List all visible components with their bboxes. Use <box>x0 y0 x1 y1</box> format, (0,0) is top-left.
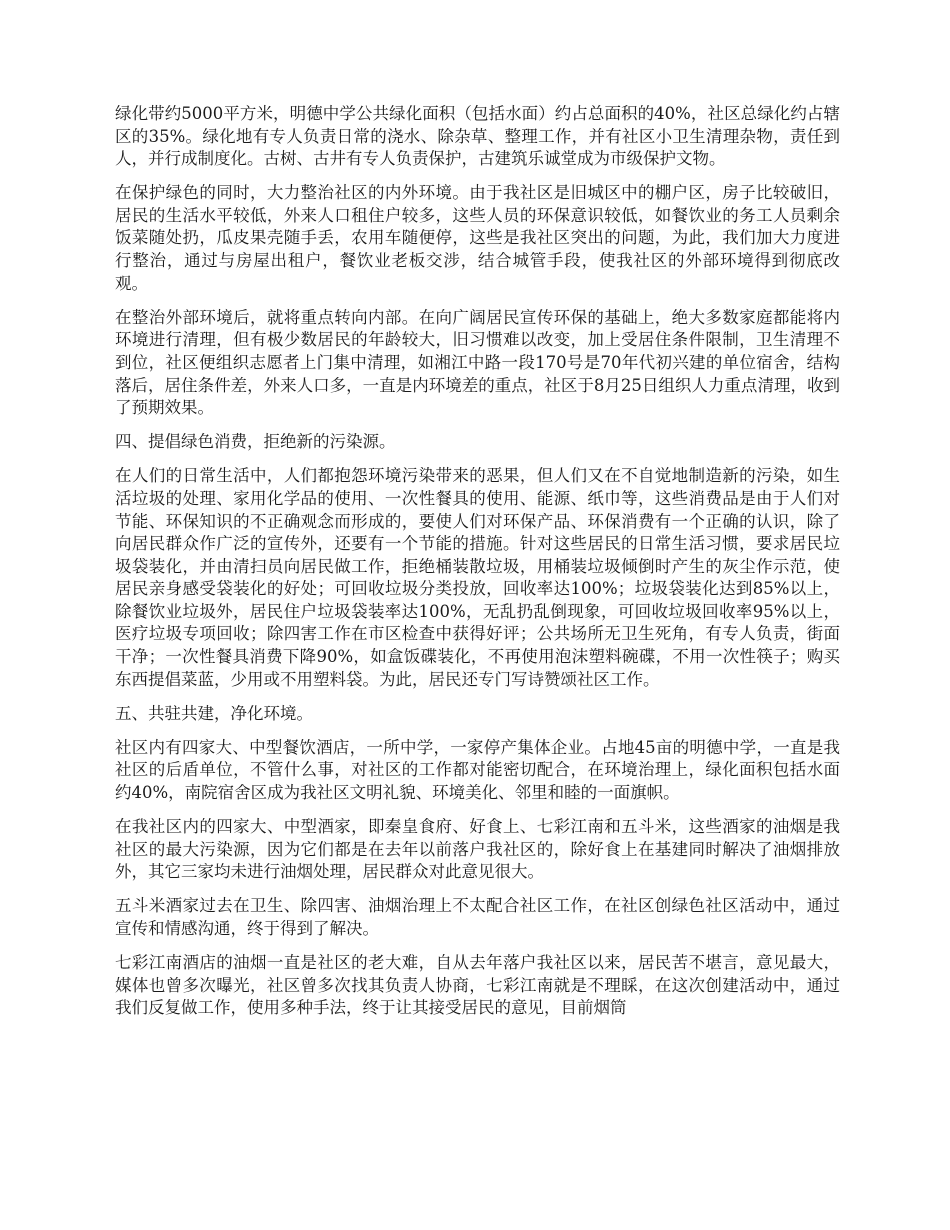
paragraph-community-units: 社区内有四家大、中型餐饮酒店，一所中学，一家停产集体企业。占地45亩的明德中学，一直是我社区的后盾单位，不管什么事，对社区的工作都对能密切配合，在环境治理上，绿化面积包括水面约40%，南院宿舍区成为我社区文明礼貌、环境美化、邻里和睦的一面旗帜。 <box>115 737 840 803</box>
paragraph-environment-rectification: 在保护绿色的同时，大力整治社区的内外环境。由于我社区是旧城区中的棚户区，房子比较破旧，居民的生活水平较低，外来人口租住户较多，这些人员的环保意识较低，如餐饮业的务工人员剩余饭菜随处扔，瓜皮果壳随手丢，农用车随便停，这些是我社区突出的问题，为此，我们加大力度进行整治，通过与房屋出租户，餐饮业老板交涉，结合城管手段，使我社区的外部环境得到彻底改观。 <box>115 183 840 293</box>
paragraph-green-consumption: 在人们的日常生活中，人们都抱怨环境污染带来的恶果，但人们又在不自觉地制造新的污染，如生活垃圾的处理、家用化学品的使用、一次性餐具的使用、能源、纸巾等，这些消费品是由于人们对节能、环保知识的不正确观念而形成的，要使人们对环保产品、环保消费有一个正确的认识，除了向居民群众作广泛的宣传外，还要有一个节能的措施。针对这些居民的日常生活习惯，要求居民垃圾袋装化，并由清扫员向居民做工作，拒绝桶装散垃圾，用桶装垃圾倾倒时产生的灰尘作示范，使居民亲身感受袋装化的好处；可回收垃圾分类投放，回收率达100%；垃圾袋装化达到85%以上，除餐饮业垃圾外，居民住户垃圾袋装率达100%，无乱扔乱倒现象，可回收垃圾回收率95%以上，医疗垃圾专项回收；除四害工作在市区检查中获得好评；公共场所无卫生死角，有专人负责，街面干净；一次性餐具消费下降90%，如盒饭碟装化，不再使用泡沫塑料碗碟，不用一次性筷子；购买东西提倡菜蓝，少用或不用塑料袋。为此，居民还专门写诗赞颂社区工作。 <box>115 466 840 689</box>
section-heading-joint-building: 五、共驻共建，净化环境。 <box>115 703 313 723</box>
paragraph-internal-cleanup: 在整治外部环境后，就将重点转向内部。在向广阔居民宣传环保的基础上，绝大多数家庭都能将内环境进行清理，但有极少数居民的年龄较大，旧习惯难以改变，加上受居住条件限制，卫生清理不到位，社区便组织志愿者上门集中清理，如湘江中路一段170号是70年代初兴建的单位宿舍，结构落后，居住条件差，外来人口多，一直是内环境差的重点，社区于8月25日组织人力重点清理，收到了预期效果。 <box>115 307 840 418</box>
section-heading-green-consumption: 四、提倡绿色消费，拒绝新的污染源。 <box>115 432 396 452</box>
document-page <box>115 103 840 1031</box>
paragraph-qicai-jiangnan: 七彩江南酒店的油烟一直是社区的老大难，自从去年落户我社区以来，居民苦不堪言，意见最大，媒体也曾多次曝光，社区曾多次找其负责人协商，七彩江南就是不理睬，在这次创建活动中，通过我们反复做工作，使用多种手法，终于让其接受居民的意见，目前烟筒 <box>115 953 840 1018</box>
paragraph-greening: 绿化带约5000平方米，明德中学公共绿化面积（包括水面）约占总面积的40%，社区总绿化约占辖区的35%。绿化地有专人负责日常的浇水、除杂草、整理工作，并有社区小卫生清理杂物，责任到人，并行成制度化。古树、古井有专人负责保护，古建筑乐诚堂成为市级保护文物。 <box>115 104 840 169</box>
paragraph-wudoumi: 五斗米酒家过去在卫生、除四害、油烟治理上不太配合社区工作，在社区创绿色社区活动中，通过宣传和情感沟通，终于得到了解决。 <box>115 896 840 938</box>
paragraph-restaurant-pollution: 在我社区内的四家大、中型酒家，即秦皇食府、好食上、七彩江南和五斗米，这些酒家的油烟是我社区的最大污染源，因为它们都是在去年以前落户我社区的，除好食上在基建同时解决了油烟排放外，其它三家均未进行油烟处理，居民群众对此意见很大。 <box>115 817 840 882</box>
